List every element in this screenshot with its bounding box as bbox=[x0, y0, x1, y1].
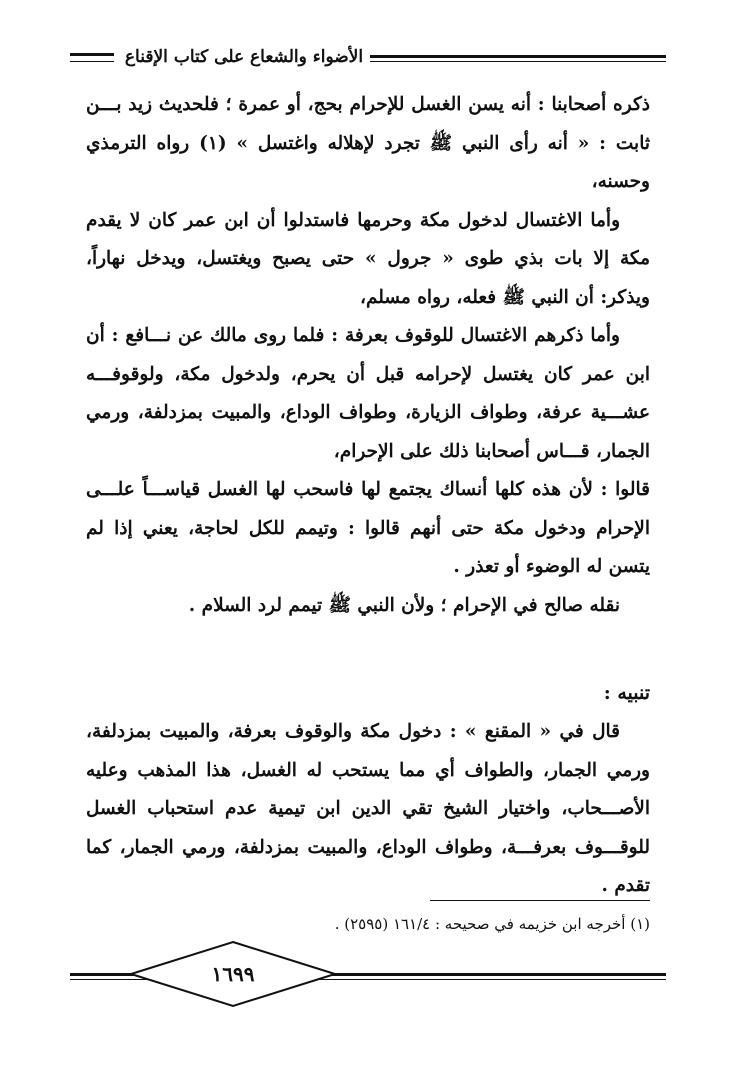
note-heading: تنبيه : bbox=[603, 682, 650, 704]
page-number: ١٦٩٩ bbox=[211, 962, 255, 986]
running-header bbox=[70, 44, 666, 70]
header-rule-right bbox=[370, 55, 666, 62]
footnote: (١) أخرجه ابن خزيمه في صحيحه : ١٦١/٤ (٢٥٩٥) . bbox=[334, 915, 650, 933]
paragraph-5: نقله صالح في الإحرام ؛ ولأن النبي ﷺ تيمم لرد السلام . bbox=[188, 594, 620, 616]
section-gap bbox=[86, 625, 650, 673]
main-text bbox=[86, 86, 650, 906]
paragraph-3: وأما ذكرهم الاغتسال للوقوف بعرفة : فلما روى مالك عن نـــافع : أن ابن عمر كان يغتسل لإحرامه قبل أن يحرم، ولدخول مكة، ولوقوفـــه عشـــية عرفة، وطواف الزيارة، وطواف الوداع، والمبيت بمزدلفة، ورمي الجمار، قـــاس أصحابنا ذلك على الإحرام، bbox=[86, 325, 650, 462]
paragraph-4: قالوا : لأن هذه كلها أنساك يجتمع لها فاسحب لها الغسل قياســـاً علـــى الإحرام ودخول مكة حتى أنهم قالوا : وتيمم للكل لحاجة، يعني إذا لم يتسن له الوضوء أو تعذر . bbox=[86, 479, 650, 577]
footnote-separator bbox=[430, 900, 650, 901]
note-text: قال في « المقنع » : دخول مكة والوقوف بعرفة، والمبيت بمزدلفة، ورمي الجمار، والطواف أي مما يستحب له الغسل، هذا المذهب وعليه الأصـــحاب، واختيار الشيخ تقي الدين ابن تيمية عدم استحباب الغسل للوقـــوف بعرفـــة، وطواف الوداع، والمبيت بمزدلفة، ورمي الجمار، كما تقدم . bbox=[86, 721, 650, 896]
header-rule-left bbox=[70, 53, 114, 62]
paragraph-1: ذكره أصحابنا : أنه يسن الغسل للإحرام بحج، أو عمرة ؛ فلحديث زيد بـــن ثابت : « أنه رأى النبي ﷺ تجرد لإهلاله واغتسل » (١) رواه الترمذي وحسنه، bbox=[86, 94, 650, 192]
page-footer bbox=[70, 940, 666, 1008]
paragraph-2: وأما الاغتسال لدخول مكة وحرمها فاستدلوا أن ابن عمر كان لا يقدم مكة إلا بات بذي طوى « جرول » حتى يصبح ويغتسل، ويدخل نهاراً، ويذكر: أن النبي ﷺ فعله، رواه مسلم، bbox=[86, 209, 650, 308]
running-title: الأضواء والشعاع على كتاب الإقناع bbox=[124, 47, 364, 67]
